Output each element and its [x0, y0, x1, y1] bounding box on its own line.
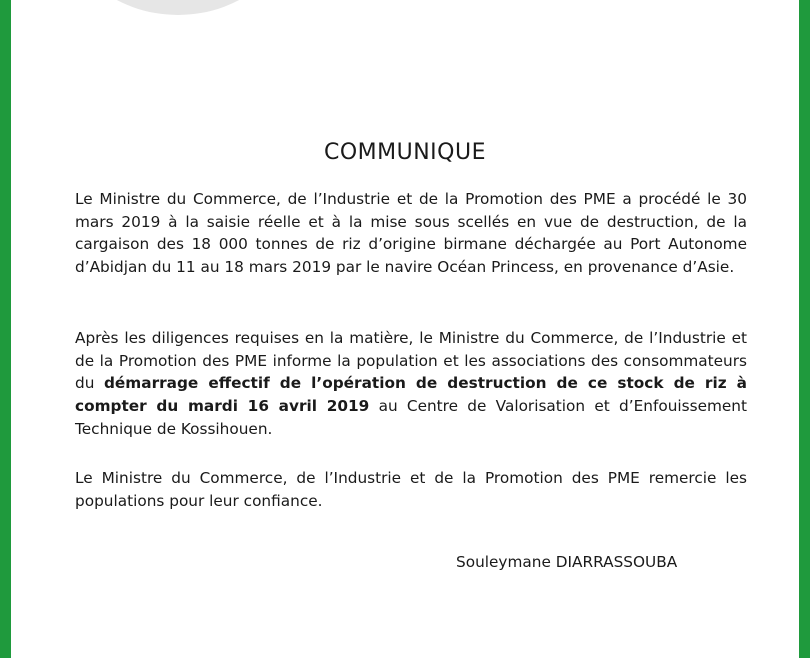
emblem-circle	[58, 0, 298, 15]
document-title: COMMUNIQUE	[323, 140, 486, 165]
paragraph-2	[75, 327, 747, 441]
paragraph-2-outro: au Centre de Valorisation et d’Enfouissement Technique de Kossihouen.	[75, 397, 747, 438]
paragraph-2-intro: Après les diligences requises en la matière, le Ministre du Commerce, de l’Industrie et de la Promotion des PME informe la population et les associations des consommateurs du	[75, 329, 747, 393]
left-green-border	[0, 0, 11, 658]
paragraph-3: Le Ministre du Commerce, de l’Industrie et de la Promotion des PME remercie les populations pour leur confiance.	[75, 469, 747, 510]
right-green-border	[799, 0, 810, 658]
paragraph-2-highlight: démarrage effectif de l’opération de destruction de ce stock de riz à compter du mardi 16 avril 2019	[75, 374, 747, 416]
paragraph-1: Le Ministre du Commerce, de l’Industrie et de la Promotion des PME a procédé le 30 mars 2019 à la saisie réelle et à la mise sous scellés en vue de destruction, de la cargaison des 18 000 tonnes de riz d’origine birmane déchargée au Port Autonome d’Abidjan du 11 au 18 mars 2019 par le navire Océan Princess, en provenance d’Asie.	[75, 190, 747, 277]
signature: Souleymane DIARRASSOUBA	[456, 553, 678, 571]
